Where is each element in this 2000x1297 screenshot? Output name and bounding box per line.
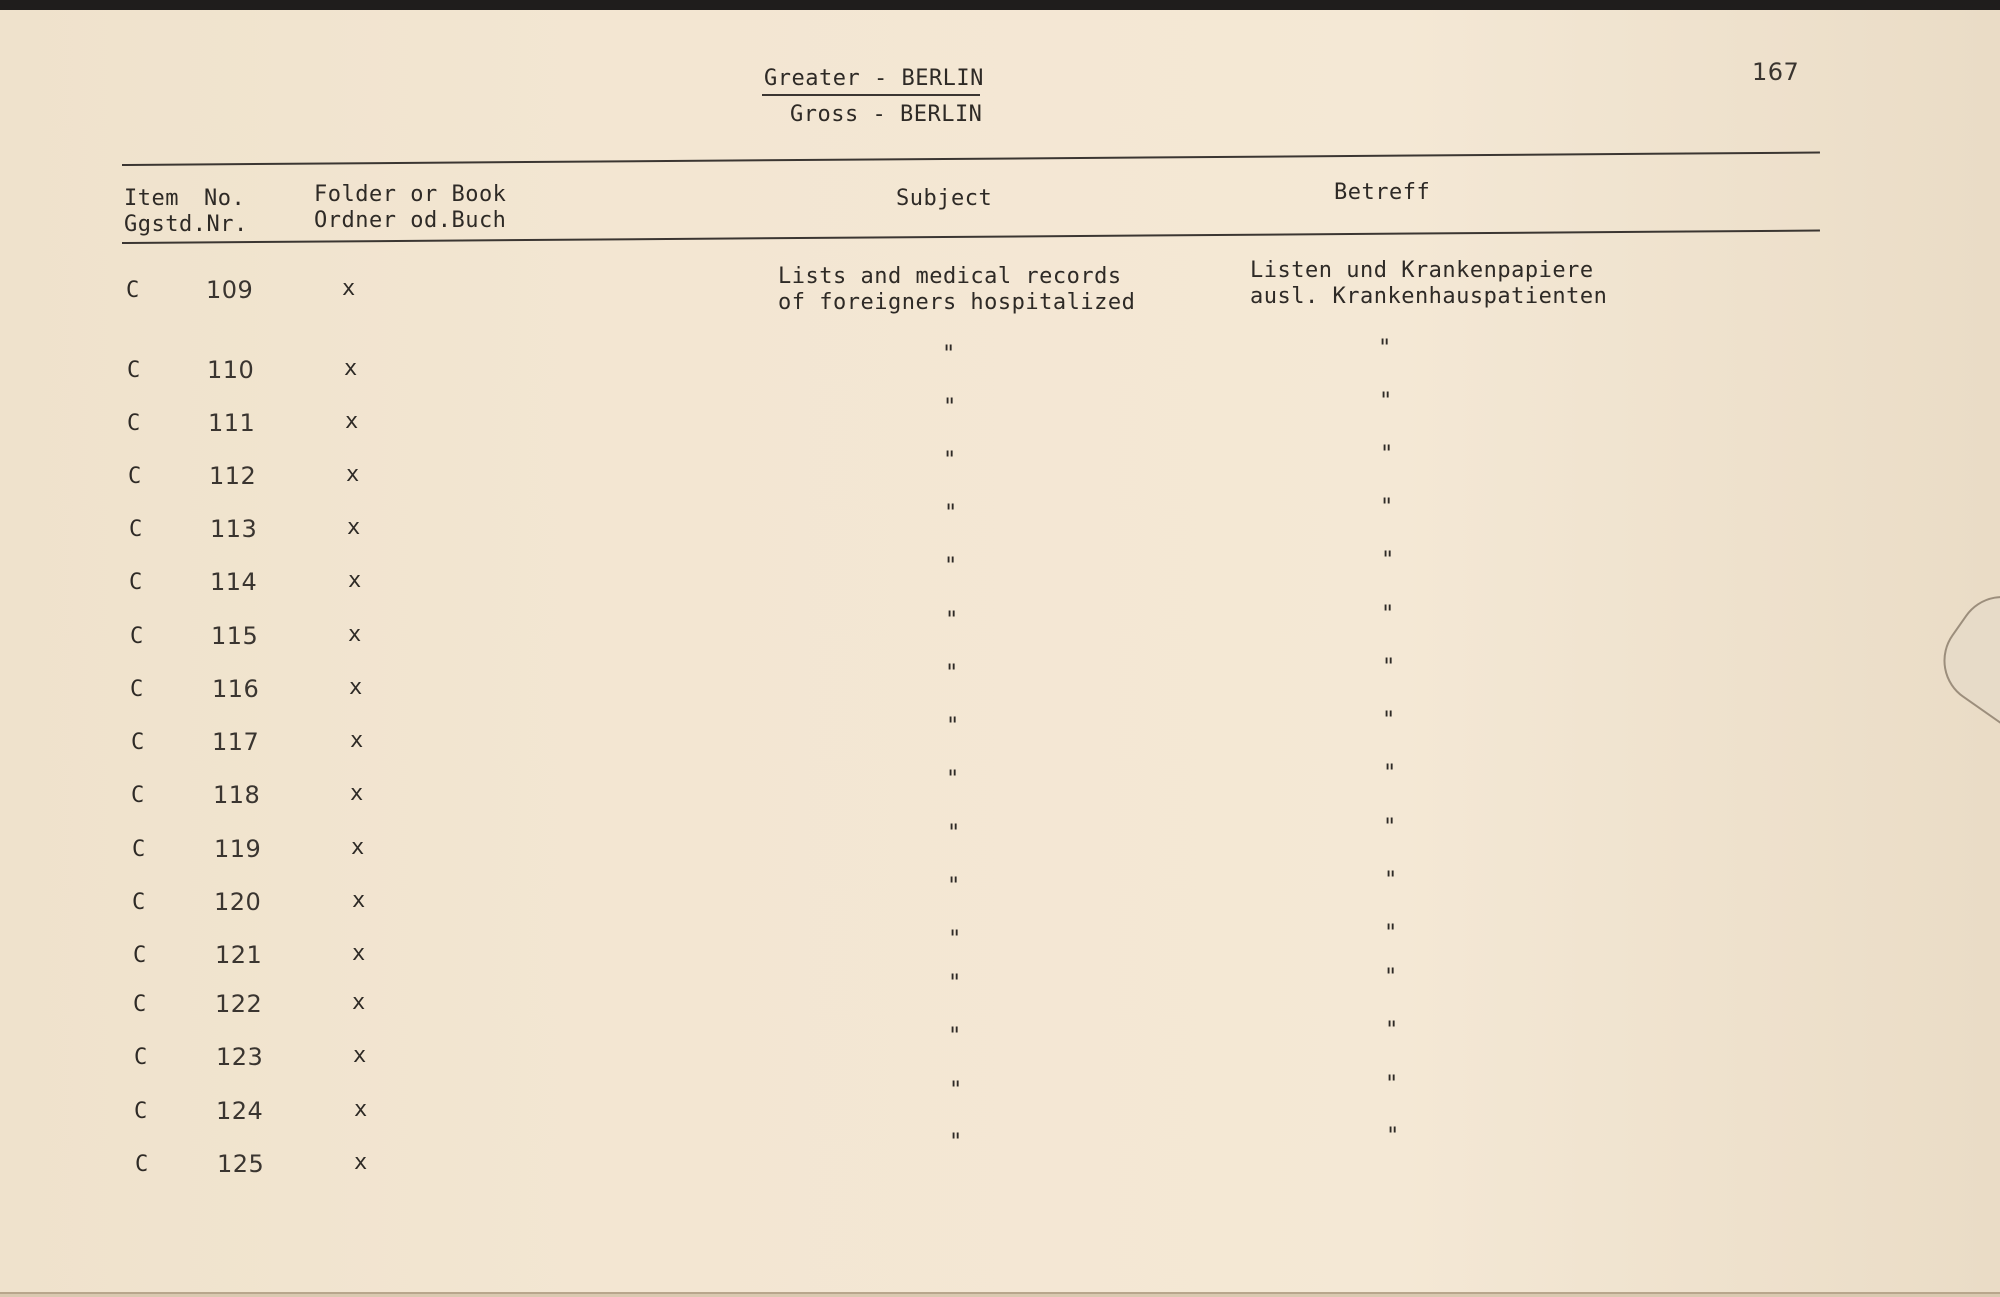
row-betreff-ditto: " bbox=[1381, 548, 1395, 573]
row-number: 122 bbox=[215, 990, 263, 1018]
row-item: C bbox=[127, 358, 141, 383]
row-item: C bbox=[132, 837, 146, 862]
row-number: 115 bbox=[211, 622, 259, 650]
row-item: C bbox=[131, 783, 145, 808]
row-number: 118 bbox=[213, 781, 261, 809]
row-item: C bbox=[134, 1099, 148, 1124]
row-folder-mark: x bbox=[348, 568, 362, 593]
row-number: 111 bbox=[208, 409, 256, 437]
row-betreff-ditto: " bbox=[1380, 442, 1394, 467]
row-betreff-ditto: " bbox=[1384, 921, 1398, 946]
row-item: C bbox=[132, 890, 146, 915]
col-subject-label: Subject bbox=[896, 186, 993, 211]
row-subject-ditto: " bbox=[944, 554, 958, 579]
row-number: 114 bbox=[210, 568, 258, 596]
row-number: 125 bbox=[217, 1150, 265, 1178]
row-item: C bbox=[130, 624, 144, 649]
row-item: C bbox=[133, 943, 147, 968]
row-betreff-ditto: " bbox=[1384, 868, 1398, 893]
scan-top-edge bbox=[0, 0, 2000, 10]
row-betreff-ditto: " bbox=[1383, 761, 1397, 786]
row-subject: Lists and medical records bbox=[778, 264, 1122, 289]
row-item: C bbox=[129, 517, 143, 542]
row-folder-mark: x bbox=[345, 409, 359, 434]
row-folder-mark: x bbox=[344, 356, 358, 381]
row-item: C bbox=[130, 677, 144, 702]
page-number: 167 bbox=[1752, 58, 1800, 86]
row-subject-ditto: " bbox=[945, 661, 959, 686]
row-folder-mark: x bbox=[342, 276, 356, 301]
row-number: 123 bbox=[216, 1043, 264, 1071]
row-subject-ditto: " bbox=[949, 1130, 963, 1155]
row-item: C bbox=[135, 1152, 149, 1177]
row-subject-ditto: " bbox=[944, 501, 958, 526]
page-bottom-edge bbox=[0, 1292, 2000, 1297]
row-betreff-ditto: " bbox=[1381, 602, 1395, 627]
row-betreff-ditto: " bbox=[1384, 965, 1398, 990]
row-betreff-ditto: " bbox=[1383, 815, 1397, 840]
col-folder-label: Folder or Book bbox=[314, 182, 507, 207]
col-betreff-label: Betreff bbox=[1334, 180, 1431, 205]
row-betreff-ditto: " bbox=[1385, 1018, 1399, 1043]
row-number: 110 bbox=[207, 356, 255, 384]
row-betreff-line2: ausl. Krankenhauspatienten bbox=[1250, 284, 1608, 309]
folder-tab-edge bbox=[1926, 578, 2000, 725]
row-number: 121 bbox=[215, 941, 263, 969]
row-betreff-ditto: " bbox=[1380, 495, 1394, 520]
row-folder-mark: x bbox=[350, 728, 364, 753]
row-item: C bbox=[133, 992, 147, 1017]
row-subject-ditto: " bbox=[945, 608, 959, 633]
col-folder-german-label: Ordner od.Buch bbox=[314, 208, 507, 233]
row-subject-ditto: " bbox=[943, 395, 957, 420]
row-subject-ditto: " bbox=[942, 342, 956, 367]
row-betreff-ditto: " bbox=[1378, 336, 1392, 361]
row-folder-mark: x bbox=[353, 1043, 367, 1068]
row-folder-mark: x bbox=[349, 675, 363, 700]
row-number: 124 bbox=[216, 1097, 264, 1125]
row-number: 109 bbox=[206, 276, 254, 304]
row-betreff-ditto: " bbox=[1385, 1072, 1399, 1097]
row-betreff-ditto: " bbox=[1379, 389, 1393, 414]
row-folder-mark: x bbox=[351, 835, 365, 860]
title-english: Greater - BERLIN bbox=[764, 66, 984, 91]
row-folder-mark: x bbox=[346, 462, 360, 487]
row-folder-mark: x bbox=[350, 781, 364, 806]
row-item: C bbox=[128, 464, 142, 489]
row-item: C bbox=[129, 570, 143, 595]
row-betreff-ditto: " bbox=[1382, 655, 1396, 680]
row-item: C bbox=[134, 1045, 148, 1070]
row-number: 112 bbox=[209, 462, 257, 490]
row-folder-mark: x bbox=[354, 1097, 368, 1122]
row-number: 116 bbox=[212, 675, 260, 703]
document-page bbox=[0, 10, 2000, 1297]
row-subject-ditto: " bbox=[948, 971, 962, 996]
row-folder-mark: x bbox=[352, 888, 366, 913]
row-number: 113 bbox=[210, 515, 258, 543]
row-item: C bbox=[127, 411, 141, 436]
row-subject-ditto: " bbox=[949, 1078, 963, 1103]
row-subject-ditto: " bbox=[946, 767, 960, 792]
row-number: 119 bbox=[214, 835, 262, 863]
row-folder-mark: x bbox=[352, 941, 366, 966]
title-underline bbox=[762, 94, 980, 96]
row-folder-mark: x bbox=[354, 1150, 368, 1175]
row-subject-ditto: " bbox=[947, 821, 961, 846]
row-subject-ditto: " bbox=[943, 448, 957, 473]
col-no-label: No. bbox=[204, 186, 246, 211]
row-number: 117 bbox=[212, 728, 260, 756]
row-betreff-ditto: " bbox=[1382, 708, 1396, 733]
col-item-no-german-label: Ggstd.Nr. bbox=[124, 212, 248, 237]
row-folder-mark: x bbox=[347, 515, 361, 540]
header-top-rule bbox=[122, 152, 1820, 166]
col-item-label: Item bbox=[124, 186, 179, 211]
row-subject-ditto: " bbox=[947, 874, 961, 899]
row-item: C bbox=[126, 278, 140, 303]
row-subject-ditto: " bbox=[948, 927, 962, 952]
row-folder-mark: x bbox=[352, 990, 366, 1015]
title-german: Gross - BERLIN bbox=[790, 102, 983, 127]
row-number: 120 bbox=[214, 888, 262, 916]
row-subject-ditto: " bbox=[948, 1024, 962, 1049]
row-subject-line2: of foreigners hospitalized bbox=[778, 290, 1136, 315]
row-betreff-ditto: " bbox=[1386, 1124, 1400, 1149]
row-folder-mark: x bbox=[348, 622, 362, 647]
row-subject-ditto: " bbox=[946, 714, 960, 739]
row-item: C bbox=[131, 730, 145, 755]
row-betreff: Listen und Krankenpapiere bbox=[1250, 258, 1594, 283]
